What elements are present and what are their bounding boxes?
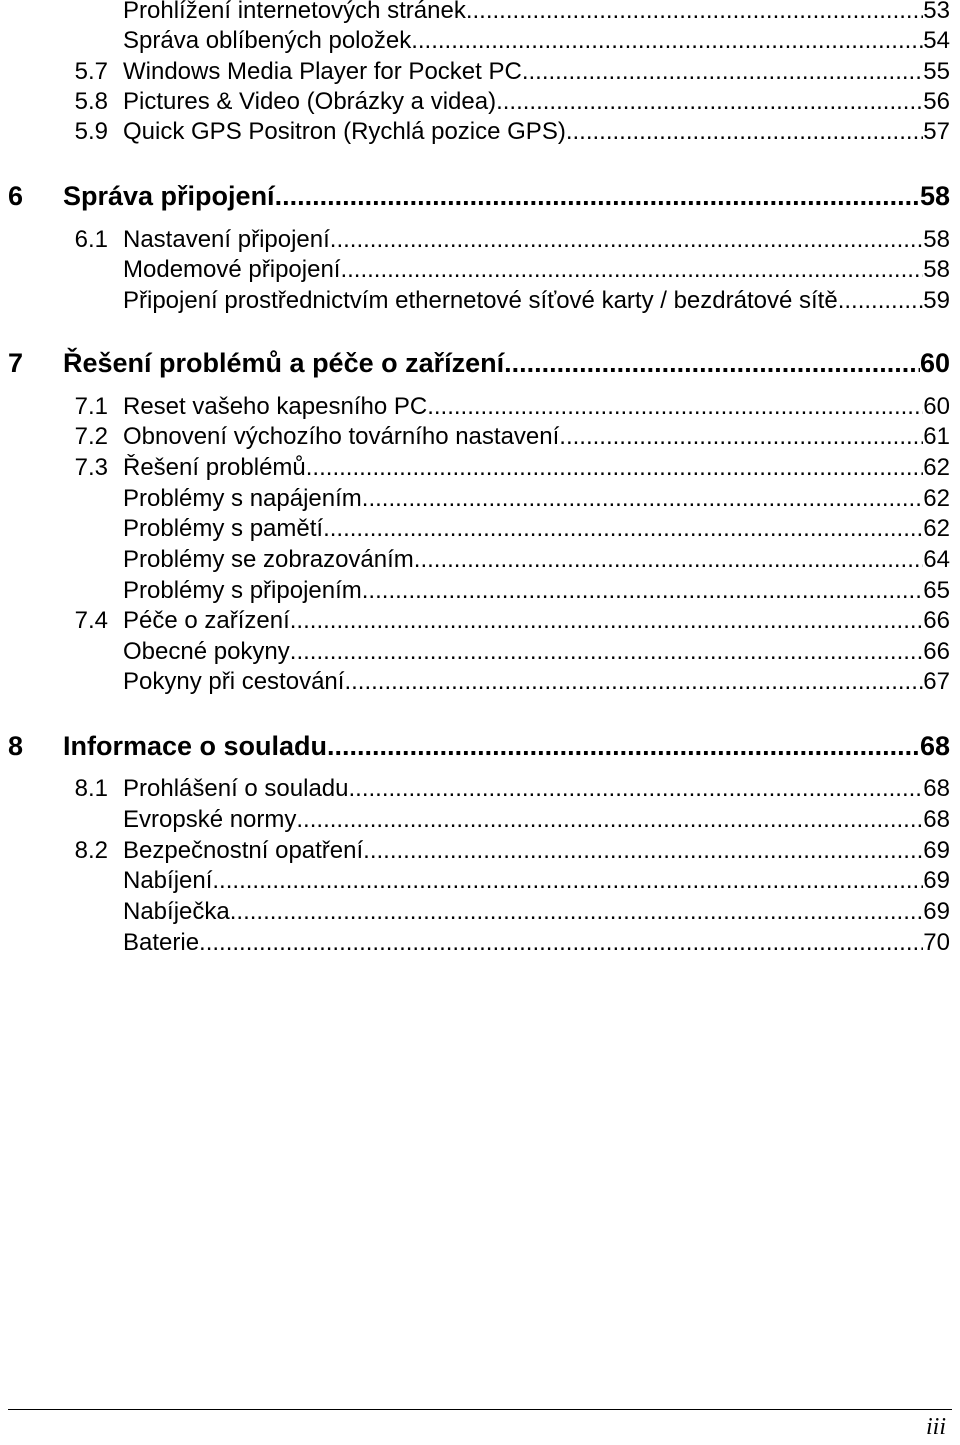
toc-entry-page: 68 [923,775,950,802]
toc-entry-number: 8.1 [74,775,108,802]
toc-entry-title: Prohlášení o souladu [123,775,349,802]
toc-leader-dots [559,423,923,451]
toc-entry-number: 6.1 [74,226,108,253]
toc-leader-dots [504,348,920,379]
toc-entry-page: 60 [923,393,950,420]
toc-entry-title: Nastavení připojení [123,226,330,253]
toc-entry-page: 54 [923,27,950,54]
toc-entry-page: 62 [923,515,950,542]
toc-leader-dots [323,515,923,543]
toc-entry-title: Péče o zařízení [123,607,290,634]
toc-leader-dots [362,485,924,513]
toc-entry-number: 5.9 [74,118,108,145]
toc-entry-title: Řešení problémů [123,454,306,481]
toc-entry-title: Modemové připojení [123,256,341,283]
toc-entry-page: 69 [923,837,950,864]
toc-entry-title: Bezpečnostní opatření [123,837,364,864]
toc-entry-title: Nabíjení [123,867,213,894]
toc-entry-title: Windows Media Player for Pocket PC [123,58,522,85]
toc-leader-dots [411,27,923,55]
toc-entry-title: Obecné pokyny [123,638,290,665]
toc-entry-page: 58 [923,226,950,253]
toc-leader-dots [838,287,924,315]
toc-chapter-title: Řešení problémů a péče o zařízení [63,348,505,378]
toc-leader-dots [349,775,924,803]
toc-leader-dots [296,806,923,834]
toc-entry-title: Quick GPS Positron (Rychlá pozice GPS) [123,118,566,145]
toc-entry-page: 56 [923,88,950,115]
toc-entry-number: 7.3 [74,454,108,481]
toc-entry-title: Problémy s připojením [123,577,362,604]
toc-leader-dots [327,731,920,762]
toc-leader-dots [230,898,924,926]
toc-leader-dots [330,226,924,254]
toc-entry-title: Evropské normy [123,806,297,833]
toc-entry-title: Obnovení výchozího továrního nastavení [123,423,560,450]
toc-entry-title: Problémy se zobrazováním [123,546,414,573]
toc-entry-page: 59 [923,287,950,314]
toc-entry-title: Pictures & Video (Obrázky a videa) [123,88,497,115]
toc-entry-number: 7.1 [74,393,108,420]
toc-entry-page: 53 [923,0,950,24]
toc-entry-title: Nabíječka [123,898,230,925]
toc-entry-number: 8.2 [74,837,108,864]
toc-entry-page: 64 [923,546,950,573]
toc-entry-page: 69 [923,898,950,925]
toc-leader-dots [427,393,923,421]
toc-leader-dots [496,88,923,116]
toc-entry-title: Problémy s pamětí [123,515,324,542]
toc-entry-page: 61 [923,423,950,450]
toc-chapter-number: 8 [8,731,24,761]
toc-leader-dots [290,638,924,666]
toc-leader-dots [340,256,923,284]
toc-entry-page: 67 [923,668,950,695]
toc-leader-dots [275,181,920,212]
toc-entry-number: 5.7 [74,58,108,85]
toc-entry-title: Pokyny při cestování [123,668,345,695]
toc-chapter-page: 68 [919,731,950,761]
toc-entry-number: 7.4 [74,607,108,634]
toc-entry-title: Připojení prostřednictvím ethernetové síťové karty / bezdrátové sítě [123,287,838,314]
footer-divider [8,1409,952,1410]
toc-entry-page: 65 [923,577,950,604]
toc-entry-title: Baterie [123,929,200,956]
toc-chapter-page: 60 [919,348,950,378]
toc-entry-page: 55 [923,58,950,85]
toc-leader-dots [414,546,924,574]
toc-chapter-page: 58 [919,181,950,211]
toc-entry-page: 70 [923,929,950,956]
toc-entry-title: Reset vašeho kapesního PC [123,393,428,420]
toc-leader-dots [522,58,923,86]
toc-entry-page: 62 [923,485,950,512]
toc-chapter-number: 6 [8,181,24,211]
toc-entry-page: 69 [923,867,950,894]
toc-entry-page: 58 [923,256,950,283]
toc-entry-number: 5.8 [74,88,108,115]
toc-leader-dots [363,837,923,865]
toc-leader-dots [290,607,924,635]
toc-leader-dots [212,867,923,895]
toc-entry-page: 62 [923,454,950,481]
toc-leader-dots [566,118,923,146]
toc-entry-title: Prohlížení internetových stránek [123,0,466,24]
toc-entry-page: 66 [923,607,950,634]
toc-leader-dots [344,668,923,696]
toc-entry-number: 7.2 [74,423,108,450]
toc-entry-page: 66 [923,638,950,665]
toc-entry-title: Problémy s napájením [123,485,362,512]
toc-leader-dots [362,577,924,605]
toc-leader-dots [199,929,923,957]
toc-chapter-title: Informace o souladu [63,731,328,761]
toc-chapter-title: Správa připojení [63,181,275,211]
footer-page-number: iii [925,1414,946,1440]
toc-entry-page: 68 [923,806,950,833]
toc-chapter-number: 7 [8,348,24,378]
toc-leader-dots [306,454,924,482]
toc-entry-title: Správa oblíbených položek [123,27,412,54]
toc-entry-page: 57 [923,118,950,145]
toc-leader-dots [466,0,923,25]
